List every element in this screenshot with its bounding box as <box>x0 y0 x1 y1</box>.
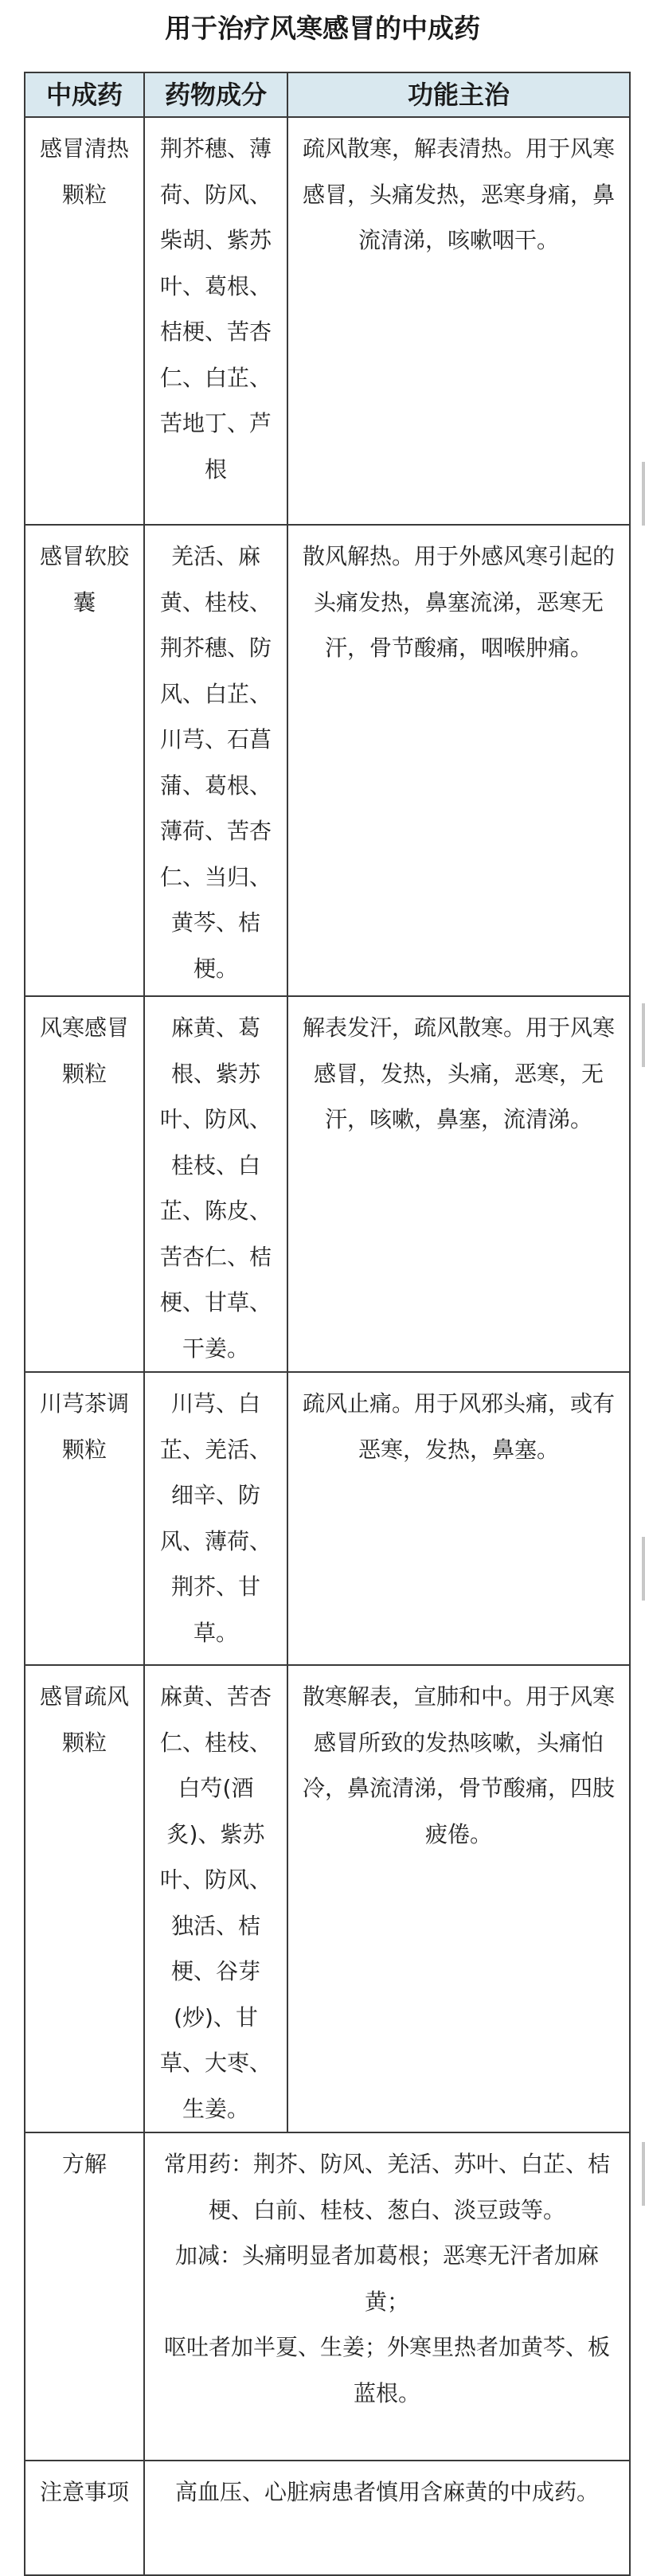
fangjie-modification: 加减：头痛明显者加葛根；恶寒无汗者加麻黄； <box>174 2242 599 2315</box>
table-header-row <box>25 72 630 117</box>
medicine-ingredients: 麻黄、苦杏仁、桂枝、白芍(酒炙)、紫苏叶、防风、独活、桔梗、谷芽(炒)、甘草、大枣、生姜。 <box>144 1665 287 2132</box>
medicine-functions: 疏风散寒，解表清热。用于风寒感冒，头痛发热，恶寒身痛，鼻流清涕，咳嗽咽干。 <box>287 117 630 525</box>
medicine-ingredients: 麻黄、葛根、紫苏叶、防风、桂枝、白芷、陈皮、苦杏仁、桔梗、甘草、干姜。 <box>144 996 287 1372</box>
medicine-name: 感冒软胶囊 <box>25 525 144 996</box>
table-row <box>25 117 630 525</box>
edge-tab <box>642 462 645 526</box>
fangjie-label: 方解 <box>25 2132 144 2461</box>
medicine-ingredients: 荆芥穗、薄荷、防风、柴胡、紫苏叶、葛根、桔梗、苦杏仁、白芷、苦地丁、芦根 <box>144 117 287 525</box>
fangjie-content <box>144 2132 630 2461</box>
edge-tab <box>642 2142 645 2206</box>
medicine-table <box>24 72 631 2576</box>
notes-text: 高血压、心脏病患者慎用含麻黄的中成药。 <box>144 2461 630 2575</box>
medicine-name: 川芎茶调颗粒 <box>25 1372 144 1665</box>
header-ingredients: 药物成分 <box>144 72 287 117</box>
medicine-functions: 解表发汗，疏风散寒。用于风寒感冒，发热，头痛，恶寒，无汗，咳嗽，鼻塞，流清涕。 <box>287 996 630 1372</box>
medicine-ingredients: 羌活、麻黄、桂枝、荆芥穗、防风、白芷、川芎、石菖蒲、葛根、薄荷、苦杏仁、当归、黄芩、桔梗。 <box>144 525 287 996</box>
header-functions: 功能主治 <box>287 72 630 117</box>
table-row <box>25 996 630 1372</box>
medicine-functions: 疏风止痛。用于风邪头痛，或有恶寒，发热，鼻塞。 <box>287 1372 630 1665</box>
fangjie-common-drugs: 常用药：荆芥、防风、羌活、苏叶、白芷、桔梗、白前、桂枝、葱白、淡豆豉等。 <box>163 2151 610 2223</box>
table-row <box>25 525 630 996</box>
medicine-name: 感冒清热颗粒 <box>25 117 144 525</box>
notes-label: 注意事项 <box>25 2461 144 2575</box>
header-medicine: 中成药 <box>25 72 144 117</box>
medicine-functions: 散寒解表，宣肺和中。用于风寒感冒所致的发热咳嗽，头痛怕冷，鼻流清涕，骨节酸痛，四肢疲倦。 <box>287 1665 630 2132</box>
fangjie-modification-cont: 呕吐者加半夏、生姜；外寒里热者加黄芩、板蓝根。 <box>163 2334 610 2406</box>
page-title: 用于治疗风寒感冒的中成药 <box>165 13 480 44</box>
table-row <box>25 1372 630 1665</box>
notes-row <box>25 2461 630 2575</box>
edge-tab <box>642 1537 645 1601</box>
medicine-ingredients: 川芎、白芷、羌活、细辛、防风、薄荷、荆芥、甘草。 <box>144 1372 287 1665</box>
edge-tab <box>642 1003 645 1067</box>
medicine-name: 感冒疏风颗粒 <box>25 1665 144 2132</box>
table-row <box>25 1665 630 2132</box>
medicine-name: 风寒感冒颗粒 <box>25 996 144 1372</box>
fangjie-row <box>25 2132 630 2461</box>
medicine-functions: 散风解热。用于外感风寒引起的头痛发热，鼻塞流涕，恶寒无汗，骨节酸痛，咽喉肿痛。 <box>287 525 630 996</box>
